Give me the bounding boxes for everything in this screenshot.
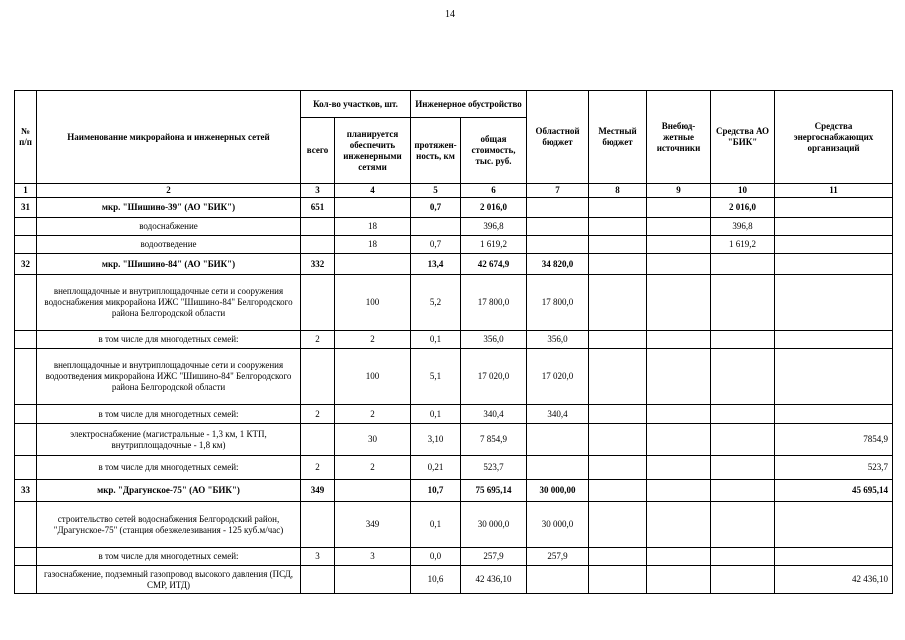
total-cost: 396,8 <box>461 218 527 236</box>
bik-funds <box>711 566 775 594</box>
plots-planned <box>335 566 411 594</box>
header-name: Наименование микрорайона и инженерных сетей <box>37 91 301 184</box>
plots-total: 332 <box>301 254 335 275</box>
bik-funds <box>711 254 775 275</box>
bik-funds <box>711 548 775 566</box>
length-km: 10,7 <box>411 480 461 502</box>
table-row <box>15 349 893 405</box>
table-row <box>15 405 893 424</box>
regional-budget <box>527 218 589 236</box>
col-number: 5 <box>411 184 461 198</box>
regional-budget: 34 820,0 <box>527 254 589 275</box>
total-cost: 17 020,0 <box>461 349 527 405</box>
local-budget <box>589 456 647 480</box>
energy-funds <box>775 236 893 254</box>
row-number: 33 <box>15 480 37 502</box>
regional-budget: 17 800,0 <box>527 275 589 331</box>
energy-funds <box>775 218 893 236</box>
table-row <box>15 254 893 275</box>
table-row <box>15 548 893 566</box>
header-extra-budget: Внебюд-жетные источники <box>647 91 711 184</box>
plots-planned: 2 <box>335 331 411 349</box>
header-planned: планируется обеспечить инженерными сетями <box>335 118 411 184</box>
regional-budget: 257,9 <box>527 548 589 566</box>
plots-total <box>301 424 335 456</box>
local-budget <box>589 502 647 548</box>
plots-total: 2 <box>301 405 335 424</box>
length-km: 13,4 <box>411 254 461 275</box>
energy-funds <box>775 331 893 349</box>
row-name: мкр. "Драгунское-75" (АО "БИК") <box>37 480 301 502</box>
row-number <box>15 405 37 424</box>
energy-funds <box>775 502 893 548</box>
regional-budget: 17 020,0 <box>527 349 589 405</box>
infrastructure-table <box>14 90 893 594</box>
row-name: в том числе для многодетных семей: <box>37 331 301 349</box>
row-number <box>15 548 37 566</box>
local-budget <box>589 548 647 566</box>
table-row <box>15 236 893 254</box>
plots-planned <box>335 198 411 218</box>
bik-funds <box>711 456 775 480</box>
plots-planned: 349 <box>335 502 411 548</box>
energy-funds <box>775 275 893 331</box>
extra-budget <box>647 218 711 236</box>
plots-planned: 3 <box>335 548 411 566</box>
header-plots-group: Кол-во участков, шт. <box>301 91 411 118</box>
extra-budget <box>647 405 711 424</box>
extra-budget <box>647 548 711 566</box>
local-budget <box>589 331 647 349</box>
row-name: в том числе для многодетных семей: <box>37 548 301 566</box>
energy-funds: 42 436,10 <box>775 566 893 594</box>
bik-funds <box>711 424 775 456</box>
energy-funds: 45 695,14 <box>775 480 893 502</box>
energy-funds <box>775 349 893 405</box>
row-number <box>15 275 37 331</box>
plots-total: 2 <box>301 456 335 480</box>
row-number <box>15 331 37 349</box>
header-num: № п/п <box>15 91 37 184</box>
length-km: 10,6 <box>411 566 461 594</box>
bik-funds: 396,8 <box>711 218 775 236</box>
energy-funds <box>775 198 893 218</box>
table-row <box>15 424 893 456</box>
local-budget <box>589 480 647 502</box>
total-cost: 523,7 <box>461 456 527 480</box>
table-body <box>15 198 893 594</box>
length-km: 0,21 <box>411 456 461 480</box>
total-cost: 75 695,14 <box>461 480 527 502</box>
row-name: водоотведение <box>37 236 301 254</box>
regional-budget <box>527 236 589 254</box>
extra-budget <box>647 275 711 331</box>
table-row <box>15 480 893 502</box>
plots-total: 2 <box>301 331 335 349</box>
length-km: 0,1 <box>411 331 461 349</box>
local-budget <box>589 254 647 275</box>
local-budget <box>589 275 647 331</box>
plots-total: 3 <box>301 548 335 566</box>
plots-planned: 18 <box>335 218 411 236</box>
row-name: внеплощадочные и внутриплощадочные сети и сооружения водоснабжения микрорайона ИЖС "Шишино-84" Белгородского района Белгородской области <box>37 275 301 331</box>
row-number: 32 <box>15 254 37 275</box>
row-name: водоснабжение <box>37 218 301 236</box>
total-cost: 42 674,9 <box>461 254 527 275</box>
row-name: мкр. "Шишино-39" (АО "БИК") <box>37 198 301 218</box>
header-cost: общая стоимость, тыс. руб. <box>461 118 527 184</box>
local-budget <box>589 405 647 424</box>
row-name: газоснабжение, подземный газопровод высокого давления (ПСД, СМР, ИТД) <box>37 566 301 594</box>
extra-budget <box>647 349 711 405</box>
row-name: в том числе для многодетных семей: <box>37 405 301 424</box>
table-row <box>15 502 893 548</box>
extra-budget <box>647 566 711 594</box>
col-number: 10 <box>711 184 775 198</box>
col-number: 6 <box>461 184 527 198</box>
plots-planned <box>335 480 411 502</box>
plots-total <box>301 275 335 331</box>
column-number-row <box>15 184 893 198</box>
row-number <box>15 502 37 548</box>
bik-funds <box>711 275 775 331</box>
total-cost: 2 016,0 <box>461 198 527 218</box>
header-length: протяжен-ность, км <box>411 118 461 184</box>
local-budget <box>589 566 647 594</box>
bik-funds <box>711 480 775 502</box>
total-cost: 30 000,0 <box>461 502 527 548</box>
plots-planned: 2 <box>335 405 411 424</box>
page-number: 14 <box>445 9 455 20</box>
energy-funds <box>775 548 893 566</box>
bik-funds: 1 619,2 <box>711 236 775 254</box>
row-number <box>15 456 37 480</box>
row-number <box>15 424 37 456</box>
regional-budget: 30 000,00 <box>527 480 589 502</box>
row-name: внеплощадочные и внутриплощадочные сети и сооружения водоотведения микрорайона ИЖС "Шишино-84" Белгородского района Белгородской области <box>37 349 301 405</box>
col-number: 7 <box>527 184 589 198</box>
energy-funds: 7854,9 <box>775 424 893 456</box>
row-name: в том числе для многодетных семей: <box>37 456 301 480</box>
row-number <box>15 566 37 594</box>
total-cost: 356,0 <box>461 331 527 349</box>
header-regional-budget: Областной бюджет <box>527 91 589 184</box>
row-name: строительство сетей водоснабжения Белгородский район, "Драгунское-75" (станция обезжелезивания - 125 куб.м/час) <box>37 502 301 548</box>
plots-planned: 18 <box>335 236 411 254</box>
regional-budget <box>527 198 589 218</box>
header-total: всего <box>301 118 335 184</box>
row-name: электроснабжение (магистральные - 1,3 км, 1 КТП, внутриплощадочные - 1,8 км) <box>37 424 301 456</box>
extra-budget <box>647 254 711 275</box>
total-cost: 257,9 <box>461 548 527 566</box>
plots-planned: 100 <box>335 349 411 405</box>
energy-funds: 523,7 <box>775 456 893 480</box>
regional-budget: 340,4 <box>527 405 589 424</box>
row-number <box>15 236 37 254</box>
regional-budget: 356,0 <box>527 331 589 349</box>
col-number: 9 <box>647 184 711 198</box>
col-number: 3 <box>301 184 335 198</box>
regional-budget: 30 000,0 <box>527 502 589 548</box>
bik-funds: 2 016,0 <box>711 198 775 218</box>
plots-planned: 2 <box>335 456 411 480</box>
local-budget <box>589 424 647 456</box>
plots-total <box>301 236 335 254</box>
table-row <box>15 456 893 480</box>
bik-funds <box>711 349 775 405</box>
plots-total <box>301 566 335 594</box>
plots-planned <box>335 254 411 275</box>
plots-total <box>301 502 335 548</box>
table-row <box>15 566 893 594</box>
local-budget <box>589 218 647 236</box>
header-bik-funds: Средства АО "БИК" <box>711 91 775 184</box>
col-number: 8 <box>589 184 647 198</box>
length-km: 0,7 <box>411 236 461 254</box>
header-engineering-group: Инженерное обустройство <box>411 91 527 118</box>
local-budget <box>589 198 647 218</box>
table-row <box>15 275 893 331</box>
plots-planned: 30 <box>335 424 411 456</box>
extra-budget <box>647 198 711 218</box>
plots-total: 651 <box>301 198 335 218</box>
local-budget <box>589 236 647 254</box>
row-number: 31 <box>15 198 37 218</box>
length-km: 0,7 <box>411 198 461 218</box>
total-cost: 340,4 <box>461 405 527 424</box>
length-km <box>411 218 461 236</box>
energy-funds <box>775 254 893 275</box>
col-number: 11 <box>775 184 893 198</box>
row-number <box>15 349 37 405</box>
extra-budget <box>647 331 711 349</box>
length-km: 3,10 <box>411 424 461 456</box>
length-km: 0,1 <box>411 502 461 548</box>
total-cost: 1 619,2 <box>461 236 527 254</box>
row-name: мкр. "Шишино-84" (АО "БИК") <box>37 254 301 275</box>
col-number: 4 <box>335 184 411 198</box>
length-km: 5,2 <box>411 275 461 331</box>
regional-budget <box>527 424 589 456</box>
col-number: 2 <box>37 184 301 198</box>
total-cost: 42 436,10 <box>461 566 527 594</box>
plots-total <box>301 218 335 236</box>
bik-funds <box>711 502 775 548</box>
plots-total: 349 <box>301 480 335 502</box>
length-km: 0,0 <box>411 548 461 566</box>
total-cost: 7 854,9 <box>461 424 527 456</box>
total-cost: 17 800,0 <box>461 275 527 331</box>
bik-funds <box>711 405 775 424</box>
table-row <box>15 198 893 218</box>
energy-funds <box>775 405 893 424</box>
table-row <box>15 331 893 349</box>
extra-budget <box>647 480 711 502</box>
extra-budget <box>647 502 711 548</box>
bik-funds <box>711 331 775 349</box>
length-km: 0,1 <box>411 405 461 424</box>
extra-budget <box>647 456 711 480</box>
table-row <box>15 218 893 236</box>
header-energy-funds: Средства энергоснабжающих организаций <box>775 91 893 184</box>
row-number <box>15 218 37 236</box>
plots-total <box>301 349 335 405</box>
length-km: 5,1 <box>411 349 461 405</box>
extra-budget <box>647 424 711 456</box>
regional-budget <box>527 566 589 594</box>
col-number: 1 <box>15 184 37 198</box>
plots-planned: 100 <box>335 275 411 331</box>
local-budget <box>589 349 647 405</box>
regional-budget <box>527 456 589 480</box>
extra-budget <box>647 236 711 254</box>
header-local-budget: Местный бюджет <box>589 91 647 184</box>
